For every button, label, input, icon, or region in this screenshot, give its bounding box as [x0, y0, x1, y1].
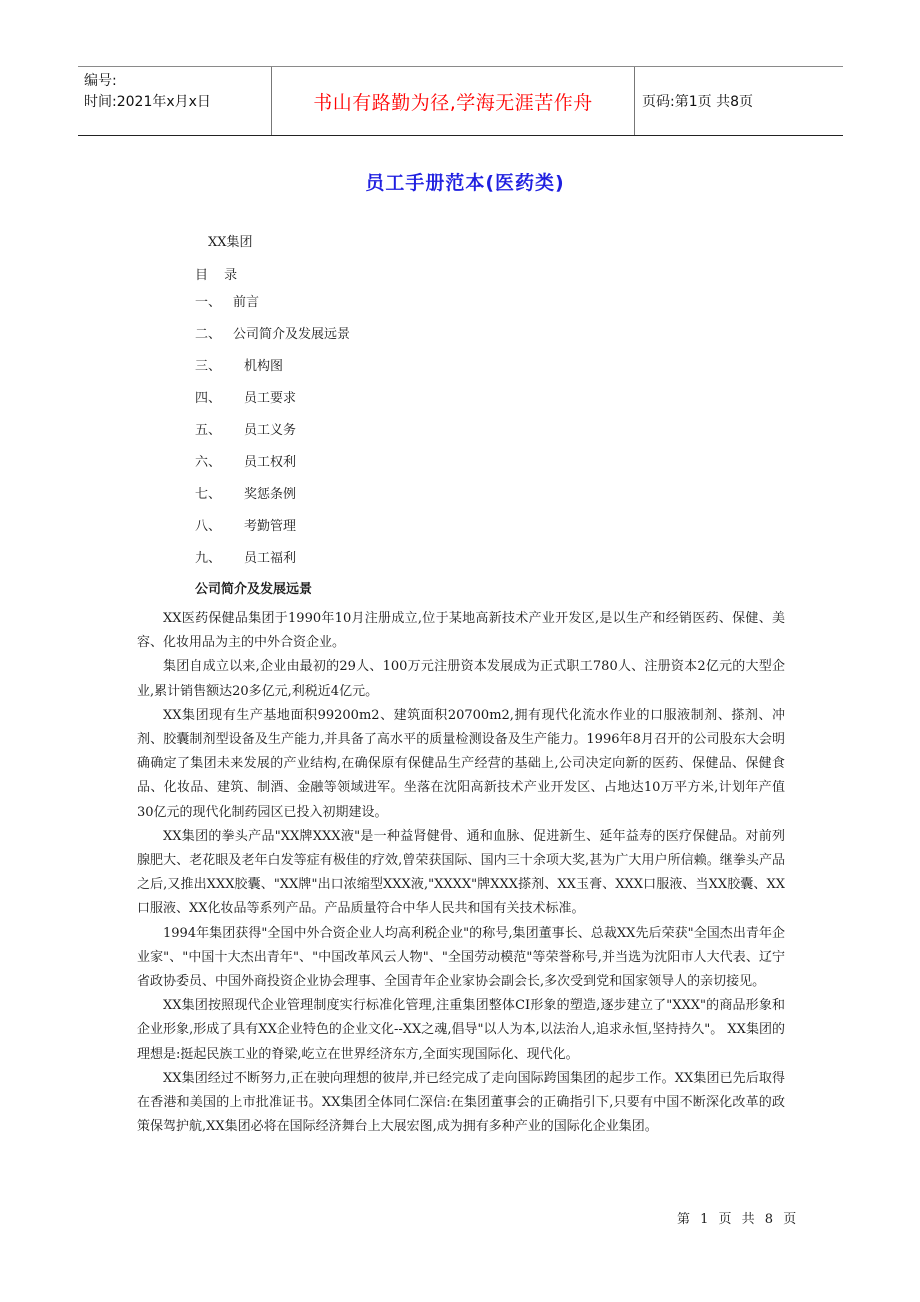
toc-number: 四、 [195, 391, 222, 406]
toc-label: 员工义务 [244, 423, 297, 438]
date-label: 时间:2021年x月x日 [84, 94, 211, 110]
toc-label: 员工福利 [244, 551, 297, 566]
paragraph: 1994年集团获得"全国中外合资企业人均高利税企业"的称号,集团董事长、总裁XX先后荣获"全国杰出青年企业家"、"中国十大杰出青年"、"中国改革风云人物"、"全国劳动模范"等荣誉称号,并当选为沈阳市人大代表、辽宁省政协委员、中国外商投资企业协会理事、全国青年企业家协会副会长,多次受到党和国家领导人的亲切接见。 [137, 925, 785, 990]
toc-item [195, 546, 350, 578]
paragraph: 集团自成立以来,企业由最初的29人、100万元注册资本发展成为正式职工780人、注册资本2亿元的大型企业,累计销售额达20多亿元,利税近4亿元。 [137, 659, 785, 699]
toc-label: 员工要求 [244, 391, 297, 406]
toc-item [195, 386, 350, 418]
paragraph: XX集团现有生产基地面积99200m2、建筑面积20700m2,拥有现代化流水作业的口服液制剂、搽剂、冲剂、胶囊制剂型设备及生产能力,并具备了高水平的质量检测设备及生产能力。1996年8月召开的公司股东大会明确确定了集团未来发展的产业结构,在确保原有保健品生产经营的基础上,公司决定向新的医药、保健品、保健食品、化妆品、建筑、制酒、金融等领域进军。坐落在沈阳高新技术产业开发区、占地达10万平方米,计划年产值30亿元的现代化制药园区已投入初期建设。 [137, 707, 785, 820]
toc-item [195, 354, 350, 386]
number-label: 编号: [84, 73, 117, 89]
toc-label: 员工权利 [244, 455, 297, 470]
document-body [137, 607, 785, 1139]
section-heading: 公司简介及发展远景 [195, 582, 313, 597]
toc-number: 九、 [195, 551, 222, 566]
toc-number: 三、 [195, 359, 222, 374]
paragraph: XX集团按照现代企业管理制度实行标准化管理,注重集团整体CI形象的塑造,逐步建立了"XXX"的商品形象和企业形象,形成了具有XX企业特色的企业文化--XX之魂,倡导"以人为本,以法治人,追求永恒,坚持持久"。 XX集团的理想是:挺起民族工业的脊梁,屹立在世界经济东方,全面实现国际化、现代化。 [137, 998, 785, 1062]
toc-item [195, 290, 350, 322]
toc-item [195, 514, 350, 546]
header-table [78, 66, 843, 136]
company-name: XX集团 [208, 235, 253, 250]
header-motto: 书山有路勤为径,学海无涯苦作舟 [272, 67, 635, 135]
toc-item [195, 450, 350, 482]
toc-item [195, 418, 350, 450]
paragraph: XX医药保健品集团于1990年10月注册成立,位于某地高新技术产业开发区,是以生产和经销医药、保健、美容、化妆用品为主的中外合资企业。 [137, 611, 785, 651]
header-page-info: 页码:第1页 共8页 [642, 94, 753, 110]
paragraph: XX集团的拳头产品"XX牌XXX液"是一种益肾健骨、通和血脉、促进新生、延年益寿的医疗保健品。对前列腺肥大、老花眼及老年白发等症有极佳的疗效,曾荣获国际、国内三十余项大奖,甚为广大用户所信赖。继拳头产品之后,又推出XXX胶囊、"XX牌"出口浓缩型XXX液,"XXXX"牌XXX搽剂、XX玉膏、XXX口服液、当XX胶囊、XX口服液、XX化妆品等系列产品。产品质量符合中华人民共和国有关技术标准。 [137, 828, 785, 917]
toc-number: 二、 [195, 327, 222, 342]
toc-label: 公司简介及发展远景 [233, 327, 351, 342]
toc-label: 奖惩条例 [244, 487, 297, 502]
toc-number: 一、 [195, 295, 222, 310]
toc-label: 考勤管理 [244, 519, 297, 534]
paragraph: XX集团经过不断努力,正在驶向理想的彼岸,并已经完成了走向国际跨国集团的起步工作。XX集团已先后取得在香港和美国的上市批准证书。XX集团全体同仁深信:在集团董事会的正确指引下,只要有中国不断深化改革的政策保驾护航,XX集团必将在国际经济舞台上大展宏图,成为拥有多种产业的国际化企业集团。 [137, 1070, 785, 1135]
toc-number: 五、 [195, 423, 222, 438]
toc-label: 前言 [233, 295, 260, 310]
table-of-contents [195, 290, 350, 578]
toc-heading: 目 录 [195, 268, 244, 283]
document-title: 员工手册范本(医药类) [365, 172, 565, 194]
toc-item [195, 482, 350, 514]
toc-number: 七、 [195, 487, 222, 502]
toc-number: 八、 [195, 519, 222, 534]
toc-number: 六、 [195, 455, 222, 470]
toc-label: 机构图 [244, 359, 284, 374]
header-left-cell [78, 67, 272, 135]
toc-item [195, 322, 350, 354]
page-footer: 第 1 页 共 8 页 [677, 1212, 798, 1227]
